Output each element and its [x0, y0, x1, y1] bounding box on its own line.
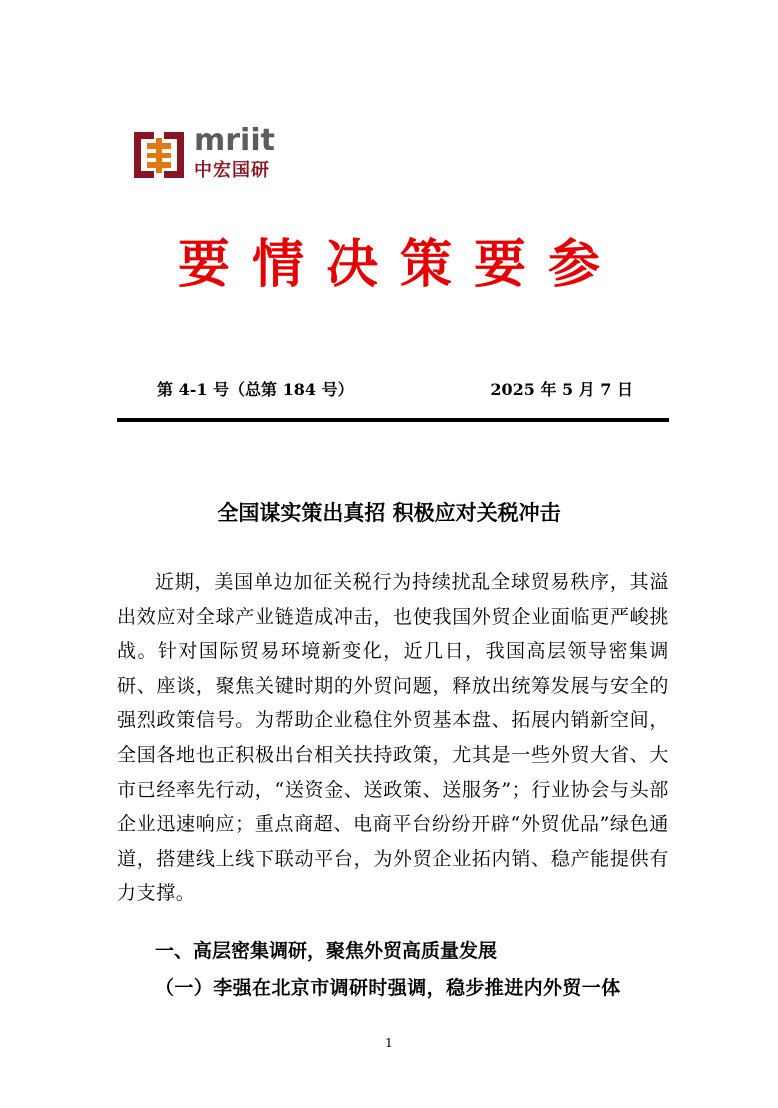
header-divider — [117, 418, 669, 422]
mriit-logo-mark-icon — [132, 128, 186, 182]
logo-text-cn: 中宏国研 — [194, 160, 270, 181]
logo-text-en: mriit — [194, 123, 275, 158]
masthead-title: 要情决策要参 — [177, 235, 622, 295]
article-body — [117, 565, 669, 911]
page-number: 1 — [385, 1036, 393, 1050]
section-heading: 一、高层密集调研，聚焦外贸高质量发展 — [155, 940, 498, 962]
issue-number: 第 4-1 号（总第 184 号） — [157, 380, 354, 399]
subsection-heading: （一）李强在北京市调研时强调，稳步推进内外贸一体 — [155, 977, 621, 999]
article-title: 全国谋实策出真招 积极应对关税冲击 — [217, 500, 561, 525]
issue-date: 2025 年 5 月 7 日 — [490, 380, 633, 399]
article-paragraph: 近期，美国单边加征关税行为持续扰乱全球贸易秩序，其溢出效应对全球产业链造成冲击，也使我国外贸企业面临更严峻挑战。针对国际贸易环境新变化，近几日，我国高层领导密集调研、座谈，聚焦关键时期的外贸问题，释放出统筹发展与安全的强烈政策信号。为帮助企业稳住外贸基本盘、拓展内销新空间，全国各地也正积极出台相关扶持政策，尤其是一些外贸大省、大市已经率先行动，“送资金、送政策、送服务”；行业协会与头部企业迅速响应；重点商超、电商平台纷纷开辟“外贸优品”绿色通道，搭建线上线下联动平台，为外贸企业拓内销、稳产能提供有力支撑。 — [117, 571, 669, 905]
mriit-logo — [132, 123, 282, 184]
